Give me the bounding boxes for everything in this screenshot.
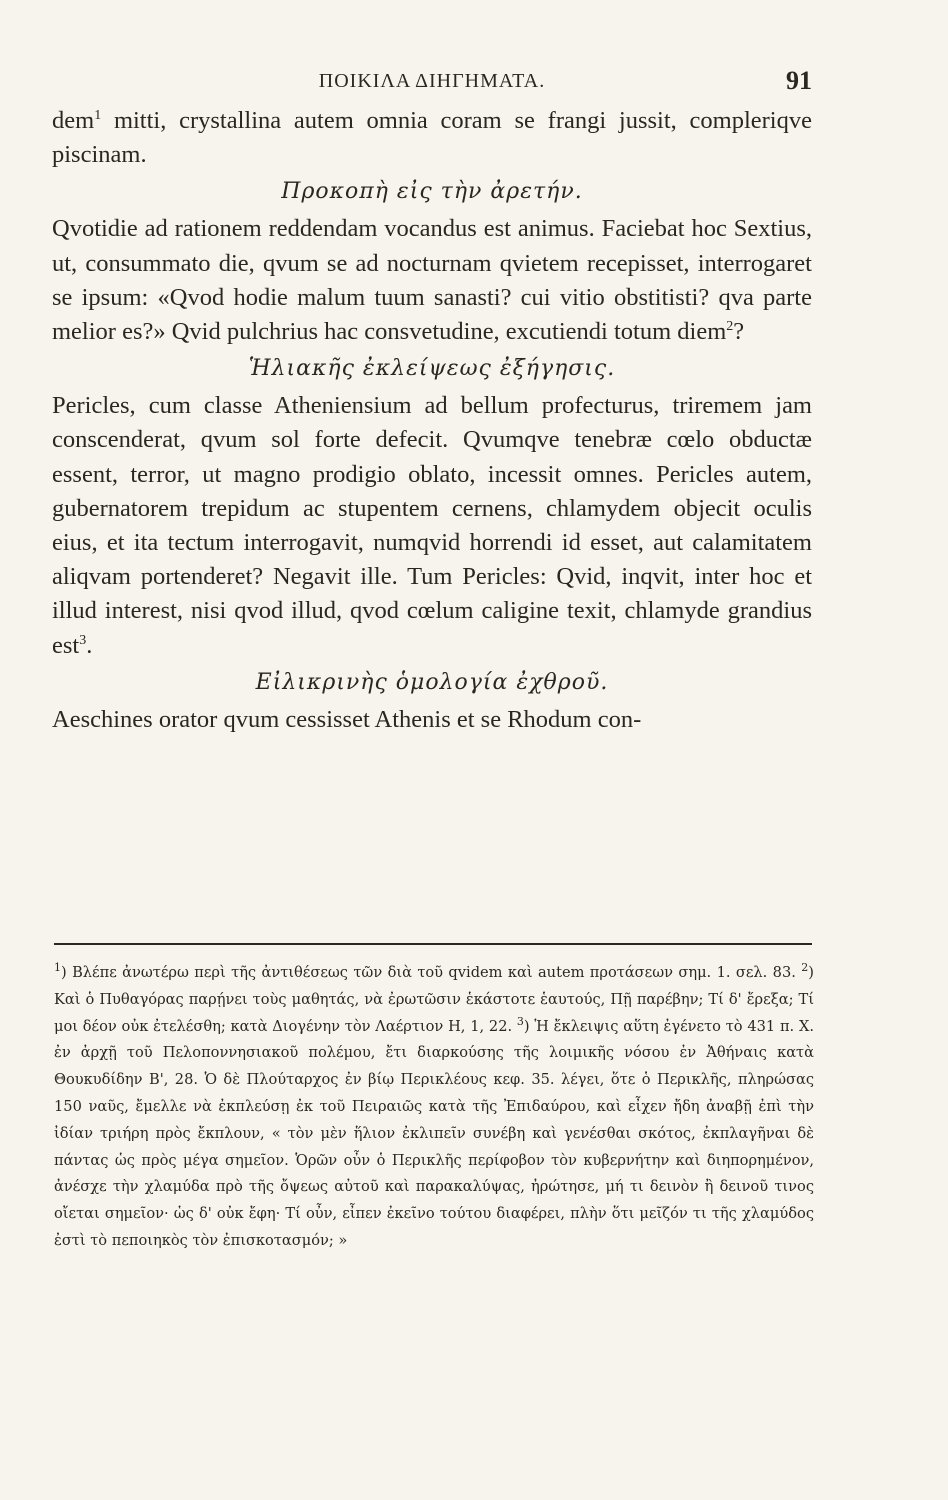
- footnote-1-mark: 1: [54, 961, 61, 975]
- paragraph-2-text-a: Qvotidie ad rationem reddendam vocandus est animus. Faciebat hoc Sextius, ut, consummato die, qvum se ad nocturnam qvietem recepisset, interrogaret se ipsum: «Qvod hodie malum tuum sanasti? cui vitio obstitisti? qva parte melior es?» Qvid pulchrius hac consvetudine, excutiendi totum diem: [52, 215, 812, 346]
- running-head: ΠΟΙΚΙΛΑ ΔΙΗΓΗΜΑΤΑ.: [318, 70, 546, 92]
- footnote-1-text: ) Βλέπε ἀνωτέρω περὶ τῆς ἀντιθέσεως τῶν διὰ τοῦ qvidem καὶ autem προτάσεων σημ. 1. σελ. 83.: [61, 964, 796, 981]
- footnote-ref-3: 3: [79, 632, 87, 648]
- section-heading-3: Εἰλικρινὴς ὁμολογία ἐχθροῦ.: [255, 669, 609, 695]
- footnote-rule: [54, 943, 812, 945]
- footnote-ref-1: 1: [94, 107, 102, 123]
- footnote-ref-2: 2: [726, 318, 734, 334]
- paragraph-3: [52, 389, 812, 663]
- footnote-1: [54, 960, 814, 1255]
- footnote-2-text: ) Καὶ ὁ Πυθαγόρας παρῄνει τοὺς μαθητάς, νὰ ἐρωτῶσιν ἑκάστοτε ἑαυτούς, Πῇ παρέβην; Τί δ' ἔρεξα; Τί μοι δέον οὐκ ἐτελέσθη; κατὰ Διογένην τὸν Λαέρτιον Η, 1, 22.: [54, 964, 814, 1035]
- footnote-3-mark: 3: [516, 1014, 524, 1028]
- section-heading-2: Ἡλιακῆς ἐκλείψεως ἐξήγησις.: [248, 356, 616, 382]
- paragraph-3-text-a: Pericles, cum classe Atheniensium ad bellum profecturus, triremem jam conscenderat, qvum sol forte defecit. Qvumqve tenebræ cœlo obductæ essent, terror, ut magno prodigio oblato, incessit omnes. Pericles autem, gubernatorem trepidum ac stupentem cernens, chlamydem objecit oculis eius, et ita tectum interrogavit, numqvid horrendi id esset, aut calamitatem aliqvam portenderet? Negavit ille. Tum Pericles: Qvid, inqvit, inter hoc et illud interest, nisi qvod illud, qvod cœlum caligine texit, chlamyde grandius est: [52, 392, 812, 659]
- page-number: 91: [786, 66, 812, 95]
- main-text: [52, 104, 812, 737]
- paragraph-4: Aeschines orator qvum cessisset Athenis et se Rhodum con-: [52, 705, 642, 733]
- paragraph-1: [52, 104, 812, 172]
- section-heading-1: Προκοπὴ εἰς τὴν ἀρετήν.: [281, 179, 583, 205]
- paragraph-2: [52, 212, 812, 349]
- footnote-3-text: ) Ἡ ἔκλειψις αὕτη ἐγένετο τὸ 431 π. Χ. ἐν ἀρχῇ τοῦ Πελοποννησιακοῦ πολέμου, ἔτι διαρκούσης τῆς λοιμικῆς νόσου ἐν Ἀθήναις κατὰ Θουκυδίδην Β', 28. Ὁ δὲ Πλούταρχος ἐν βίῳ Περικλέους κεφ. 35. λέγει, ὅτε ὁ Περικλῆς, πληρώσας 150 ναῦς, ἔμελλε νὰ ἐκπλεύσῃ ἐκ τοῦ Πειραιῶς κατὰ τῆς Ἐπιδαύρου, καὶ εἶχεν ἤδη ἀναβῇ ἐπὶ τὴν ἰδίαν τριήρη πρὸς ἔκπλουν, « τὸν μὲν ἥλιον ἐκλιπεῖν συνέβη καὶ γενέσθαι σκότος, ἐκπλαγῆναι δὲ πάντας ὡς πρὸς μέγα σημεῖον. Ὁρῶν οὖν ὁ Περικλῆς περίφοβον τὸν κυβερνήτην καὶ διηπορημένον, ἀνέσχε τὴν χλαμύδα πρὸ τῆς ὄψεως αὐτοῦ καὶ παρακαλύψας, ἠρώτησε, μή τι δεινὸν ἢ δεινοῦ τινος οἴεται σημεῖον· ὡς δ' οὐκ ἔφη· Τί οὖν, εἶπεν ἐκεῖνο τούτου διαφέρει, πλὴν ὅτι μεῖζόν τι τῆς χλαμύδος ἐστὶ τὸ πεποιηκὸς τὸν ἐπισκοτασμόν; »: [54, 1017, 814, 1249]
- paragraph-3-text-b: .: [86, 631, 93, 659]
- paragraph-1-text-b: mitti, crystallina autem omnia coram se frangi jussit, compleriqve piscinam.: [52, 107, 812, 169]
- paragraph-2-text-b: ?: [733, 318, 745, 346]
- footnote-2-mark: 2: [801, 961, 809, 975]
- footnotes: [54, 960, 814, 1255]
- paragraph-1-text-a: dem: [52, 107, 95, 134]
